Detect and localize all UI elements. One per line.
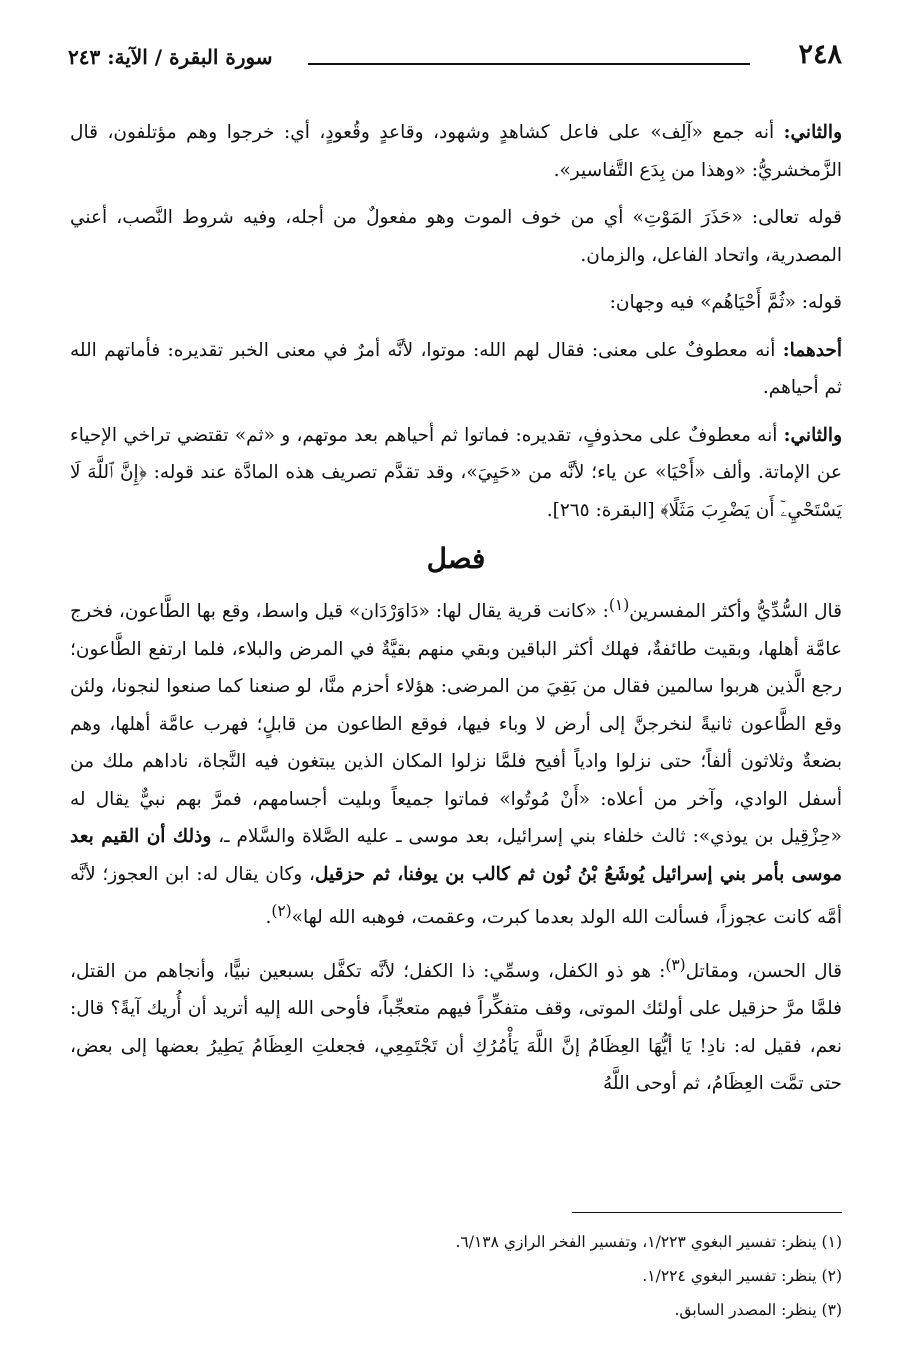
footnote-ref[interactable]: (١) bbox=[608, 596, 630, 614]
section-heading: فصل bbox=[426, 542, 486, 575]
paragraph-text: قال الحسن، ومقاتل bbox=[685, 960, 843, 982]
paragraph-text: ، وكان يقال له: ابن العجوز؛ لأنَّه أمَّه كانت عجوزاً، فسألت الله الولد بعدما كبرت، وعقمت، فوهبه الله لها» bbox=[70, 863, 842, 929]
paragraph bbox=[70, 114, 842, 189]
header-rule bbox=[308, 63, 750, 65]
paragraph-bold: وذلك أن القيم بعد موسى بأمر بني إسرائيل يُوشَعُ بْنُ نُون ثم كالب بن يوفنا، ثم حزقيل bbox=[70, 826, 842, 885]
footnote: (١) ينظر: تفسير البغوي ١/٢٢٣، وتفسير الفخر الرازي ٦/١٣٨. bbox=[455, 1233, 842, 1251]
footnote-rule bbox=[572, 1212, 842, 1213]
paragraph bbox=[70, 199, 842, 274]
footnote-ref[interactable]: (٢) bbox=[271, 902, 292, 921]
paragraph-text: . bbox=[265, 907, 272, 929]
paragraph-text: أنه جمع «آلِف» على فاعل كشاهدٍ وشهود، وقاعدٍ وقُعودٍ، أي: خرجوا وهم مؤتلفون، قال الزَّمخشريُّ: «وهذا من بِدَع التَّفاسير». bbox=[70, 122, 842, 181]
paragraph-text: : هو ذو الكفل، وسمِّي: ذا الكفل؛ لأنَّه تكفَّل بسبعين نبيًّا، وأنجاهم من القتل، فلمَّا مرَّ حزقيل على أولئك الموتى، وقف متفكِّراً فيهم متعجِّباً، فأوحى الله إليه أتريد أن أُريك آيةً؟ قال: نعم، فقيل له: نادِ! يَا أيُّهَا العِظَامُ إنَّ اللَّهَ يَأْمُرُكِ أن تَجْتَمِعِي، فجعلتِ العِظَامُ يَطِيرُ بعضها إلى بعض، حتى تمَّت العِظَامُ، ثم أوحى اللَّهُ bbox=[70, 960, 842, 1095]
footnote: (٣) ينظر: المصدر السابق. bbox=[674, 1301, 842, 1319]
paragraph-text: أنه معطوفٌ على محذوفٍ، تقديره: فماتوا ثم أحياهم بعد موتهم، و «ثم» تقتضي تراخي الإحياء عن الإماتة. وألف «أَحْيَا» عن ياء؛ لأنَّه من «حَيِيَ»، وقد تقدَّم تصريف هذه المادَّة عند قوله: ﴿إِنَّ ٱللَّهَ لَا يَسْتَحْيِۦٓ أَن يَضْرِبَ مَثَلًا﴾ [البقرة: ٢٦٥]. bbox=[70, 424, 842, 521]
running-title: سورة البقرة / الآية: ٢٤٣ bbox=[68, 45, 273, 69]
paragraph-lead: أحدهما: bbox=[782, 339, 842, 361]
paragraph-text: قوله: «ثُمَّ أَحْيَاهُم» فيه وجهان: bbox=[609, 292, 842, 313]
footnote-ref[interactable]: (٣) bbox=[665, 955, 686, 974]
paragraph bbox=[70, 332, 842, 407]
footnotes bbox=[70, 1212, 842, 1327]
page-number: ٢٤٨ bbox=[798, 39, 842, 70]
paragraph-text: قوله تعالى: «حَذَرَ المَوْتِ» أي من خوف الموت وهو مفعولٌ من أجله، وفيه شروط النَّصب، أعني المصدرية، واتحاد الفاعل، والزمان. bbox=[70, 207, 842, 266]
paragraph bbox=[70, 284, 842, 322]
paragraph-text: قال السُّدِّيُّ وأكثر المفسرين bbox=[629, 601, 842, 623]
paragraph-text: : «كانت قرية يقال لها: «دَاوَرْدَان» قيل واسط، وقع بها الطَّاعون، فخرج عامَّة أهلها، وبقيت طائفةٌ، فهلك أكثر الباقين وبقي منهم بقيَّةٌ في المرض والبلاء، فلما ارتفع الطَّاعون؛ رجع الَّذين هربوا سالمين فقال من بَقِيَ من المرضى: هؤلاء أحزم منَّا، لو صنعنا كما صنعوا لنجونا، ولئن وقع الطَّاعون ثانيةً لنخرجنَّ إلى أرض لا وباء فيها، فوقع الطاعون من قابلٍ؛ فهرب عامَّة أهلها، وهم بضعةٌ وثلاثون ألفاً؛ حتى نزلوا وادياً أفيح فلمَّا نزلوا المكان الذين يبتغون فيه النَّجاة، ناداهم ملك من أسفل الوادي، وآخر من أعلاه: «أَنْ مُوتُوا» فماتوا جميعاً وبليت أجسامهم، فمرَّ بهم نبيٌّ يقال له «حِزْقِيل بن يوذي»: ثالث خلفاء بني إسرائيل، بعد موسى ـ عليه الصَّلاة والسَّلام ـ، bbox=[70, 601, 842, 848]
paragraph-lead: والثاني: bbox=[783, 424, 842, 446]
main-text bbox=[70, 114, 842, 1113]
paragraph bbox=[70, 947, 842, 1103]
footnote: (٢) ينظر: تفسير البغوي ١/٢٢٤. bbox=[642, 1267, 842, 1285]
page-header bbox=[68, 38, 842, 74]
paragraph bbox=[70, 587, 842, 937]
paragraph-lead: والثاني: bbox=[783, 122, 842, 143]
paragraph-text: أنه معطوفٌ على معنى: فقال لهم الله: موتوا، لأنَّه أمرٌ في معنى الخبر تقديره: فأماتهم الله ثم أحياهم. bbox=[70, 339, 842, 398]
paragraph bbox=[70, 417, 842, 530]
